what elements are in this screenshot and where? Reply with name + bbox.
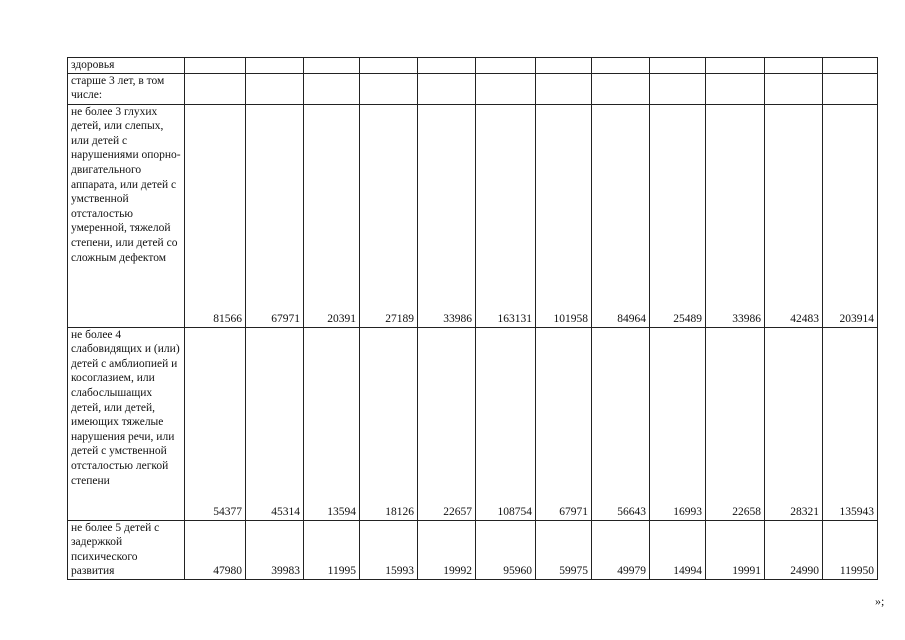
- value-cell: [418, 58, 476, 74]
- allocation-table: [67, 57, 878, 580]
- value-cell: [592, 73, 650, 104]
- value-cell: 33986: [706, 104, 765, 327]
- row-label: не более 3 глухих детей, или слепых, или детей с нарушениями опорно-двигательного аппарата, или детей с умственной отсталостью умеренной, тяжелой степени, или детей со сложным дефектом: [68, 104, 185, 327]
- value-cell: 108754: [476, 327, 536, 520]
- value-cell: 135943: [823, 327, 878, 520]
- value-cell: [476, 73, 536, 104]
- value-cell: [360, 73, 418, 104]
- value-cell: [304, 73, 360, 104]
- value-cell: 49979: [592, 520, 650, 579]
- value-cell: 84964: [592, 104, 650, 327]
- value-cell: 203914: [823, 104, 878, 327]
- table-body: [68, 58, 878, 580]
- value-cell: 95960: [476, 520, 536, 579]
- value-cell: 20391: [304, 104, 360, 327]
- value-cell: 45314: [246, 327, 304, 520]
- value-cell: 16993: [650, 327, 706, 520]
- value-cell: 27189: [360, 104, 418, 327]
- value-cell: [246, 58, 304, 74]
- table-row: [68, 58, 878, 74]
- value-cell: [304, 58, 360, 74]
- value-cell: 56643: [592, 327, 650, 520]
- value-cell: [536, 58, 592, 74]
- value-cell: [246, 73, 304, 104]
- value-cell: [765, 58, 823, 74]
- value-cell: [418, 73, 476, 104]
- value-cell: 24990: [765, 520, 823, 579]
- value-cell: 33986: [418, 104, 476, 327]
- value-cell: 13594: [304, 327, 360, 520]
- table-row: [68, 327, 878, 520]
- value-cell: [185, 73, 246, 104]
- value-cell: 39983: [246, 520, 304, 579]
- value-cell: 22658: [706, 327, 765, 520]
- value-cell: 47980: [185, 520, 246, 579]
- value-cell: [650, 58, 706, 74]
- value-cell: 19992: [418, 520, 476, 579]
- value-cell: 67971: [246, 104, 304, 327]
- value-cell: [476, 58, 536, 74]
- value-cell: [360, 58, 418, 74]
- value-cell: [536, 73, 592, 104]
- value-cell: 19991: [706, 520, 765, 579]
- value-cell: [592, 58, 650, 74]
- value-cell: 15993: [360, 520, 418, 579]
- value-cell: 163131: [476, 104, 536, 327]
- value-cell: [765, 73, 823, 104]
- value-cell: [823, 58, 878, 74]
- value-cell: 11995: [304, 520, 360, 579]
- table-row: [68, 73, 878, 104]
- value-cell: [185, 58, 246, 74]
- value-cell: [823, 73, 878, 104]
- value-cell: 25489: [650, 104, 706, 327]
- value-cell: [650, 73, 706, 104]
- value-cell: [706, 73, 765, 104]
- value-cell: 81566: [185, 104, 246, 327]
- value-cell: 119950: [823, 520, 878, 579]
- row-label: не более 5 детей с задержкой психического развития: [68, 520, 185, 579]
- value-cell: 28321: [765, 327, 823, 520]
- value-cell: 22657: [418, 327, 476, 520]
- closing-quote: »;: [875, 594, 885, 608]
- value-cell: 42483: [765, 104, 823, 327]
- row-label: здоровья: [68, 58, 185, 74]
- value-cell: 67971: [536, 327, 592, 520]
- table-row: [68, 520, 878, 579]
- value-cell: 101958: [536, 104, 592, 327]
- row-label: не более 4 слабовидящих и (или) детей с амблиопией и косоглазием, или слабослышащих детей, или детей, имеющих тяжелые нарушения речи, или детей с умственной отсталостью легкой степени: [68, 327, 185, 520]
- row-label: старше 3 лет, в том числе:: [68, 73, 185, 104]
- table-row: [68, 104, 878, 327]
- value-cell: 14994: [650, 520, 706, 579]
- value-cell: 59975: [536, 520, 592, 579]
- value-cell: [706, 58, 765, 74]
- value-cell: 18126: [360, 327, 418, 520]
- value-cell: 54377: [185, 327, 246, 520]
